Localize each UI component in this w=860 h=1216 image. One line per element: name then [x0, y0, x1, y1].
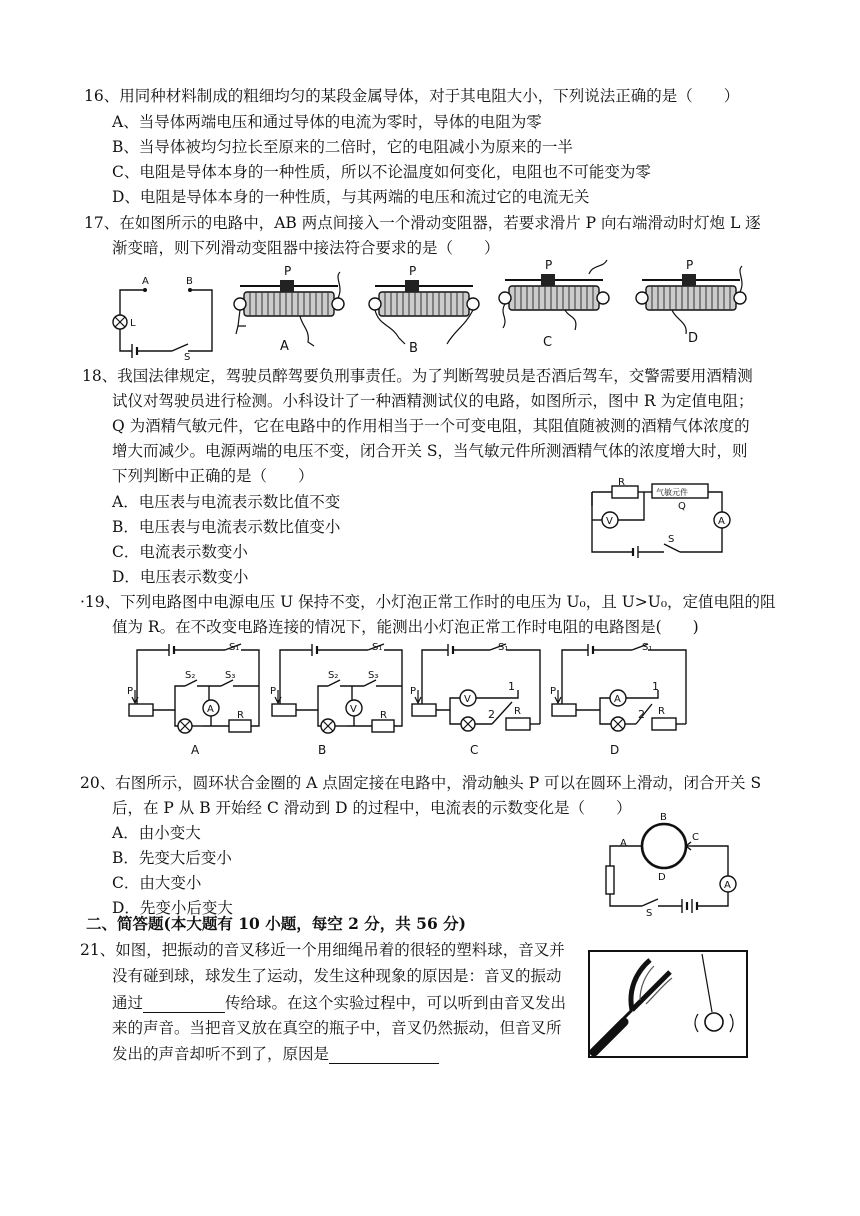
q17-c-option-label: C	[543, 335, 553, 350]
q19-d-p-label: P	[550, 686, 557, 697]
q19-a-p-label: P	[127, 686, 134, 697]
q18-switch-label: S	[668, 534, 675, 545]
q19-stem-line2: 值为 R。在不改变电路连接的情况下，能测出小灯泡正常工作时电阻的电路图是( )	[112, 618, 699, 636]
q21-blank-1[interactable]	[143, 992, 225, 1013]
q19-b-s3-label: S₃	[368, 670, 379, 681]
q18-option-a: A．电压表与电流表示数比值不变	[112, 493, 341, 511]
q19-circuit-a	[125, 642, 265, 760]
q17-d-option-label: D	[688, 331, 699, 346]
q19-b-r-label: R	[380, 710, 387, 721]
q21-tuning-fork-picture	[588, 950, 748, 1058]
q19-a-s1-label: S₁	[229, 642, 240, 653]
q19-c-p-label: P	[410, 686, 417, 697]
q20-switch-label: S	[646, 908, 653, 919]
q19-b-voltmeter-label: V	[350, 704, 357, 715]
q18-stem-line1: 18、我国法律规定，驾驶员醉驾要负刑事责任。为了判断驾驶员是否酒后驾车，交警需要用酒精测	[82, 367, 753, 385]
q19-b-s2-label: S₂	[328, 670, 339, 681]
q21-blank-2[interactable]	[329, 1043, 439, 1064]
q20-option-b: B．先变大后变小	[112, 849, 232, 867]
q18-sensor-label: 气敏元件	[656, 488, 688, 497]
q17-rheostat-a	[230, 264, 350, 356]
q18-alcohol-tester-circuit	[582, 476, 742, 562]
q19-d-contact-2-label: 2	[638, 708, 645, 721]
q19-stem-line1: ·19、下列电路图中电源电压 U 保持不变，小灯泡正常工作时的电压为 U₀，且 U>U₀，定值电阻的阻	[80, 593, 776, 611]
q17-lamp-circuit	[100, 276, 220, 361]
q21-line3-end: 传给球。在这个实验过程中，可以听到由音叉发出	[225, 994, 567, 1012]
q19-circuit-c	[408, 642, 548, 760]
q21-line5-text: 发出的声音却听不到了，原因是	[112, 1045, 330, 1063]
q20-point-d-label: D	[658, 872, 666, 883]
q20-stem-line1: 20、右图所示，圆环状合金圈的 A 点固定接在电路中，滑动触头 P 可以在圆环上滑动，闭合开关 S	[80, 774, 762, 792]
q19-d-ammeter-label: A	[614, 694, 621, 705]
q18-option-c: C．电流表示数变小	[112, 543, 248, 561]
q16-stem: 16、用同种材料制成的粗细均匀的某段金属导体，对于其电阻大小，下列说法正确的是（ ）	[84, 87, 740, 105]
q20-point-b-label: B	[660, 812, 667, 823]
q17-stem-line1: 17、在如图所示的电路中，AB 两点间接入一个滑动变阻器，若要求滑片 P 向右端滑动时灯炮 L 逐	[84, 214, 761, 232]
q19-d-s1-label: S₁	[642, 642, 653, 653]
q21-line2: 没有碰到球，球发生了运动，发生这种现象的原因是：音叉的振动	[112, 967, 562, 985]
q16-option-d: D、电阻是导体本身的一种性质，与其两端的电压和流过它的电流无关	[112, 188, 590, 206]
q19-a-r-label: R	[237, 710, 244, 721]
q19-a-s3-label: S₃	[225, 670, 236, 681]
q19-c-r-label: R	[514, 706, 521, 717]
q16-option-b: B、当导体被均匀拉长至原来的二倍时，它的电阻减小为原来的一半	[112, 138, 573, 156]
q19-a-option-label: A	[191, 743, 200, 757]
q19-circuit-d	[548, 642, 693, 760]
q19-c-s1-label: S₁	[498, 642, 509, 653]
q19-c-contact-2-label: 2	[488, 708, 495, 721]
q17-rheostat-d	[632, 258, 752, 350]
q17-rheostat-b	[365, 264, 485, 356]
q20-ring-circuit	[596, 812, 746, 919]
q16-option-a: A、当导体两端电压和通过导体的电流为零时，导体的电阻为零	[112, 113, 542, 131]
q19-a-ammeter-label: A	[207, 704, 214, 715]
q17-d-slider-label: P	[686, 258, 694, 272]
q18-stem-line5: 下列判断中正确的是（ ）	[112, 467, 314, 485]
q17-lamp-label: L	[130, 318, 136, 329]
q18-stem-line2: 试仪对驾驶员进行检测。小科设计了一种酒精测试仪的电路，如图所示，图中 R 为定值电阻；	[112, 392, 754, 410]
q21-line1: 21、如图，把振动的音叉移近一个用细绳吊着的很轻的塑料球，音叉并	[80, 941, 565, 959]
q19-c-voltmeter-label: V	[464, 694, 471, 705]
q16-option-c: C、电阻是导体本身的一种性质，所以不论温度如何变化，电阻也不可能变为零	[112, 163, 651, 181]
q20-option-d: D．先变小后变大	[112, 899, 233, 917]
q17-b-slider-label: P	[409, 264, 417, 278]
q17-stem-line2: 渐变暗，则下列滑动变阻器中接法符合要求的是（ ）	[112, 239, 500, 257]
q19-c-option-label: C	[470, 743, 479, 757]
q18-stem-line4: 增大而减少。电源两端的电压不变，闭合开关 S，当气敏元件所测酒精气体的浓度增大时，则	[112, 442, 748, 460]
q18-resistor-label: R	[618, 477, 625, 488]
q19-d-r-label: R	[658, 706, 665, 717]
q18-option-b: B．电压表与电流表示数比值变小	[112, 518, 341, 536]
q17-a-slider-label: P	[284, 264, 292, 278]
q17-rheostat-c	[495, 258, 615, 350]
q20-option-c: C．由大变小	[112, 874, 202, 892]
q18-voltmeter-label: V	[606, 516, 613, 527]
q17-point-b-label: B	[186, 276, 193, 287]
q19-d-contact-1-label: 1	[652, 680, 659, 693]
q19-a-s2-label: S₂	[185, 670, 196, 681]
q21-line3-start: 通过	[112, 994, 144, 1012]
section-2-heading: 二、简答题(本大题有 10 小题，每空 2 分，共 56 分)	[86, 914, 466, 933]
q19-d-option-label: D	[610, 743, 620, 757]
q19-b-p-label: P	[270, 686, 277, 697]
q20-point-a-label: A	[620, 838, 627, 849]
q20-stem-line2: 后，在 P 从 B 开始经 C 滑动到 D 的过程中，电流表的示数变化是（ ）	[112, 799, 632, 817]
q19-b-option-label: B	[318, 743, 327, 757]
q19-b-s1-label: S₁	[372, 642, 383, 653]
q18-ammeter-label: A	[718, 516, 725, 527]
q20-ammeter-label: A	[724, 880, 731, 891]
q18-stem-line3: Q 为酒精气敏元件，它在电路中的作用相当于一个可变电阻，其阻值随被测的酒精气体浓度的	[112, 417, 750, 435]
q17-switch-label: S	[184, 352, 191, 363]
q17-c-slider-label: P	[545, 258, 553, 272]
q20-point-c-label: C	[692, 832, 699, 843]
q17-a-option-label: A	[280, 339, 289, 354]
q19-circuit-b	[268, 642, 408, 760]
q19-c-contact-1-label: 1	[508, 680, 515, 693]
q18-sensor-q-label: Q	[678, 501, 686, 512]
q17-point-a-label: A	[142, 276, 149, 287]
q21-line5	[112, 1043, 439, 1064]
q21-line3	[112, 992, 566, 1013]
q20-option-a: A．由小变大	[112, 824, 201, 842]
q21-line4: 来的声音。当把音叉放在真空的瓶子中，音叉仍然振动，但音叉所	[112, 1019, 562, 1037]
q17-b-option-label: B	[409, 341, 418, 356]
q18-option-d: D．电压表示数变小	[112, 568, 249, 586]
